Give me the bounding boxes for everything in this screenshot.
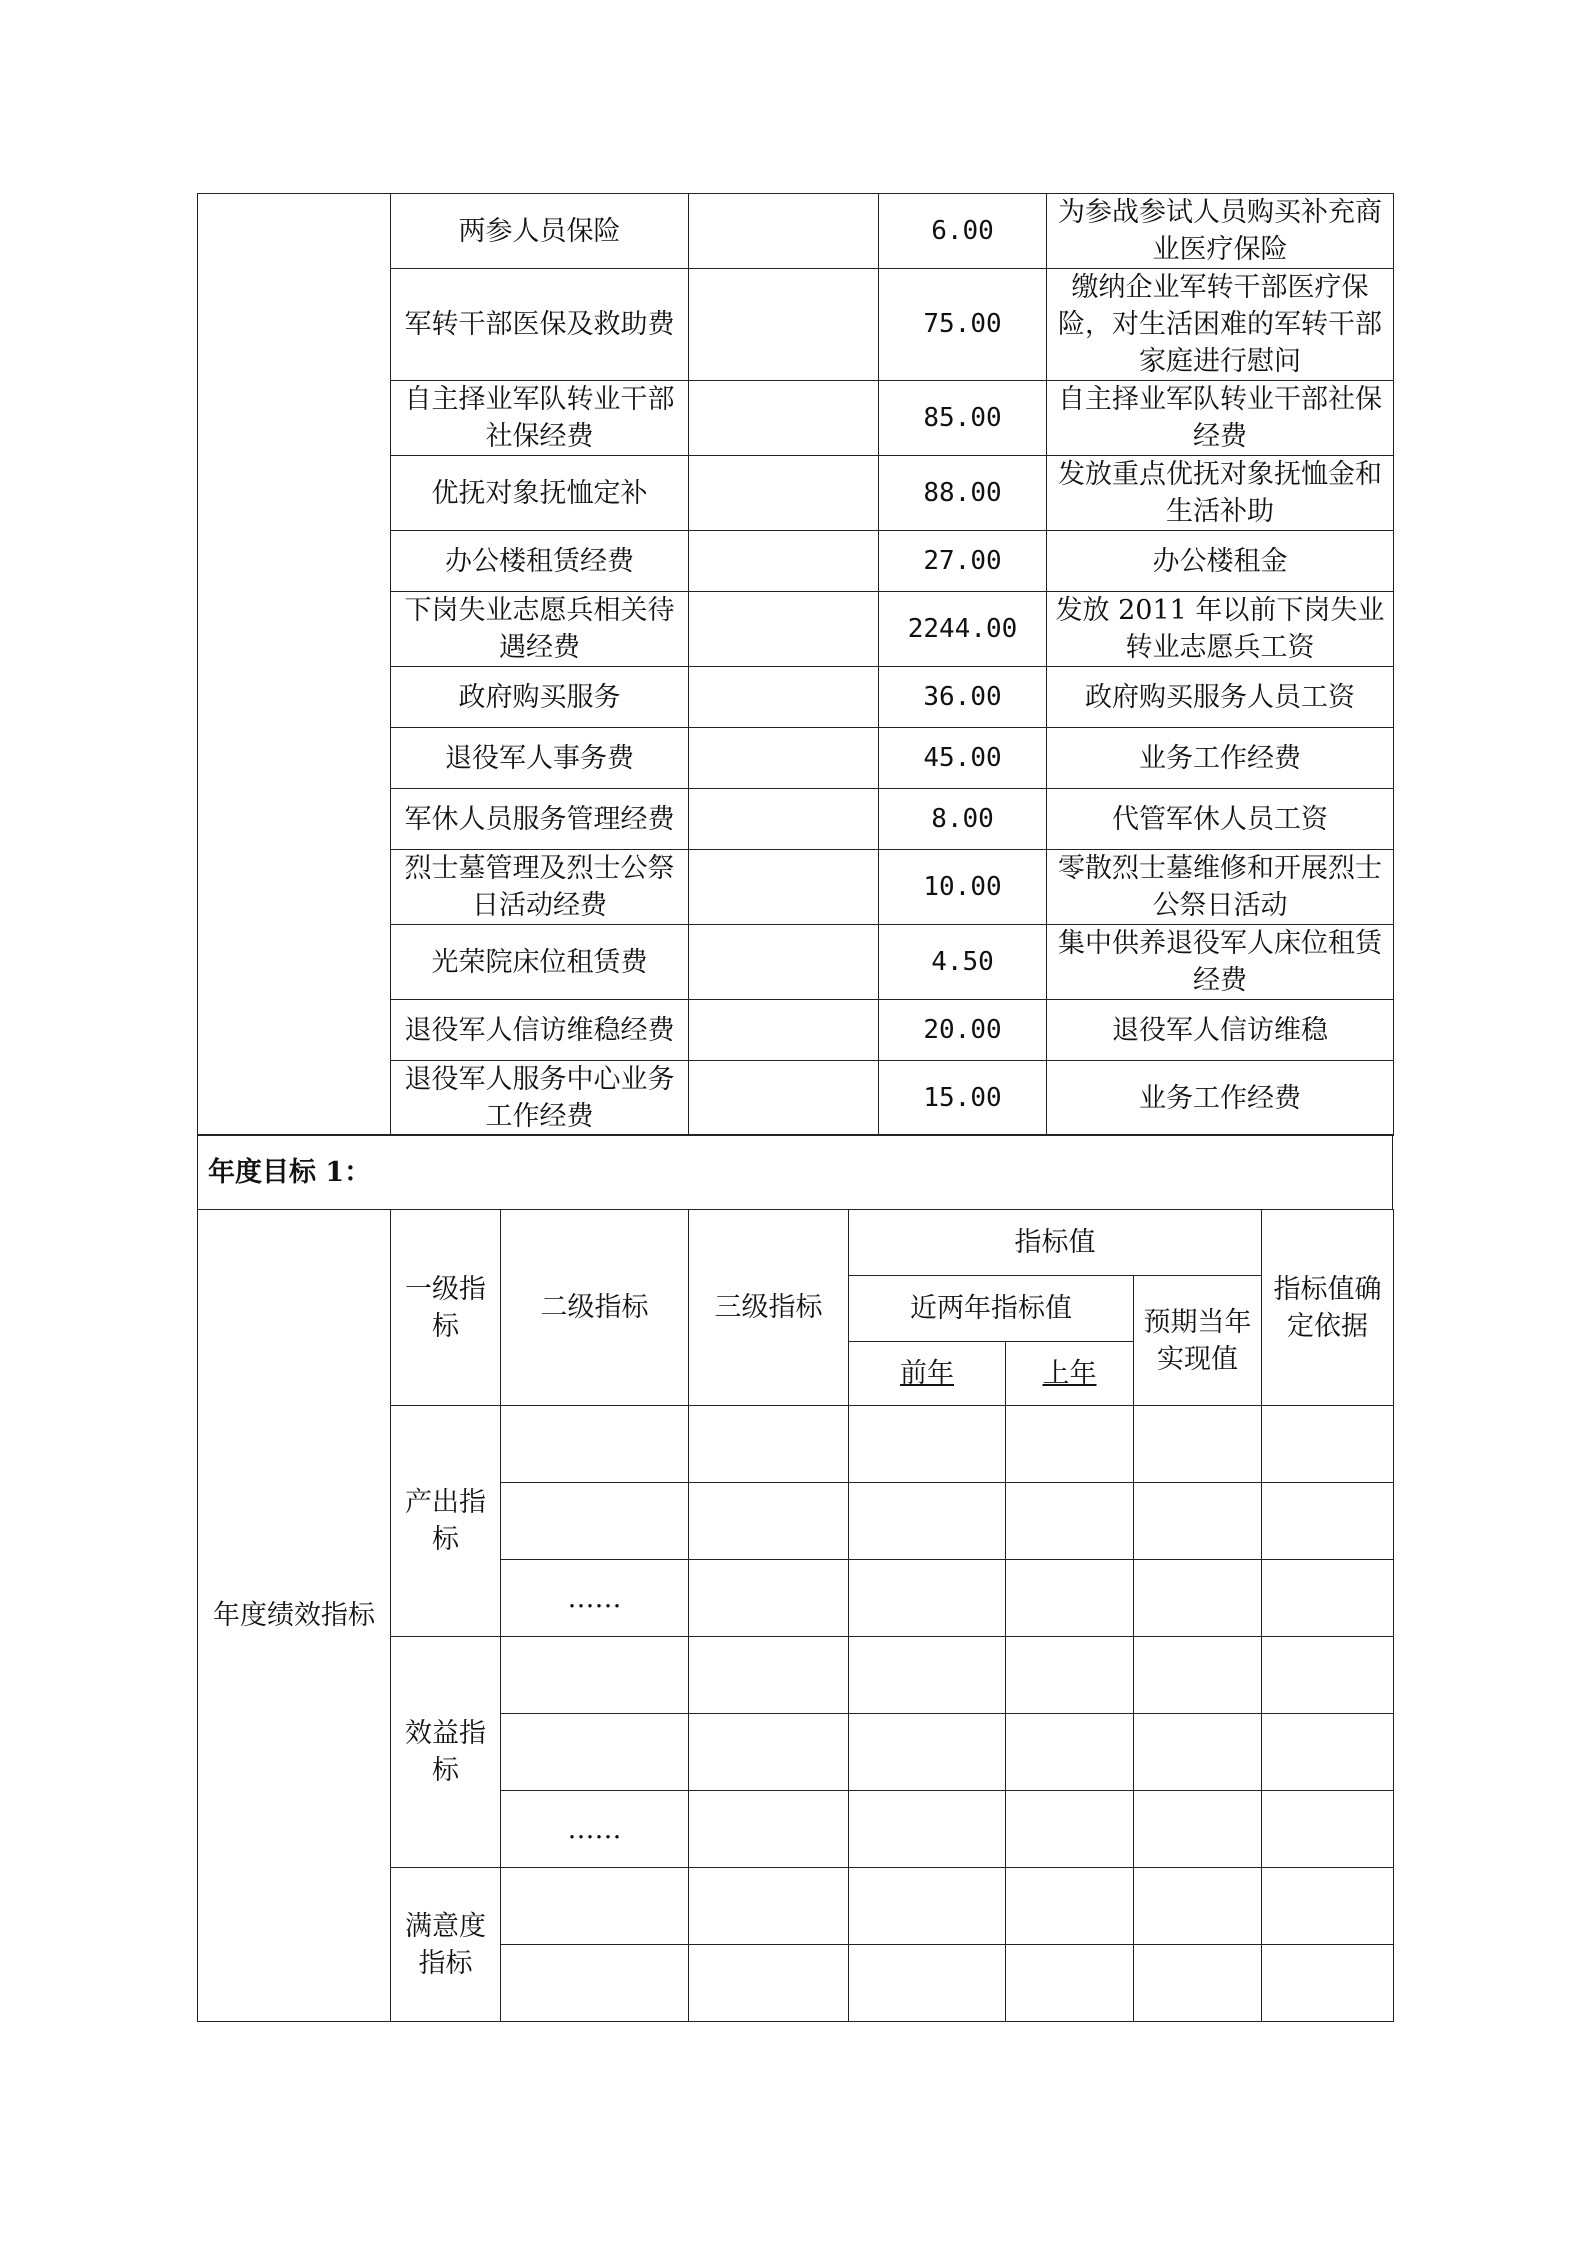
ellipsis-cell: …… [501, 1791, 689, 1868]
budget-item-purpose: 退役军人信访维稳 [1047, 1000, 1394, 1061]
cell [689, 1791, 849, 1868]
cell [1262, 1868, 1394, 1945]
budget-item-purpose: 发放 2011 年以前下岗失业转业志愿兵工资 [1047, 592, 1394, 667]
cell [1134, 1637, 1262, 1714]
cell [849, 1406, 1006, 1483]
cell [1262, 1714, 1394, 1791]
header-expected: 预期当年实现值 [1134, 1276, 1262, 1406]
cell [849, 1945, 1006, 2022]
budget-item-name: 退役军人服务中心业务工作经费 [391, 1061, 689, 1136]
group-output-indicator: 产出指标 [391, 1406, 501, 1637]
budget-item-purpose: 发放重点优抚对象抚恤金和生活补助 [1047, 456, 1394, 531]
budget-item-empty [689, 850, 879, 925]
cell [1006, 1714, 1134, 1791]
budget-item-amount: 36.00 [879, 667, 1047, 728]
budget-item-empty [689, 592, 879, 667]
budget-row [198, 194, 1394, 269]
budget-item-amount: 85.00 [879, 381, 1047, 456]
cell [1262, 1560, 1394, 1637]
budget-item-empty [689, 456, 879, 531]
cell [1006, 1637, 1134, 1714]
cell [1134, 1406, 1262, 1483]
budget-item-name: 烈士墓管理及烈士公祭日活动经费 [391, 850, 689, 925]
cell [1262, 1406, 1394, 1483]
budget-item-name: 办公楼租赁经费 [391, 531, 689, 592]
budget-item-name: 退役军人信访维稳经费 [391, 1000, 689, 1061]
budget-item-purpose: 零散烈士墓维修和开展烈士公祭日活动 [1047, 850, 1394, 925]
budget-item-empty [689, 728, 879, 789]
budget-item-amount: 75.00 [879, 269, 1047, 381]
header-recent-two-years: 近两年指标值 [849, 1276, 1134, 1342]
cell [501, 1945, 689, 2022]
budget-item-purpose: 缴纳企业军转干部医疗保险，对生活困难的军转干部家庭进行慰问 [1047, 269, 1394, 381]
budget-category-cell [198, 194, 391, 1136]
budget-item-empty [689, 194, 879, 269]
budget-item-name: 军休人员服务管理经费 [391, 789, 689, 850]
budget-item-amount: 6.00 [879, 194, 1047, 269]
ellipsis-cell: …… [501, 1560, 689, 1637]
budget-item-empty [689, 531, 879, 592]
budget-item-name: 光荣院床位租赁费 [391, 925, 689, 1000]
budget-item-name: 优抚对象抚恤定补 [391, 456, 689, 531]
cell [1262, 1637, 1394, 1714]
annual-goal-table [197, 1134, 1393, 1210]
budget-item-purpose: 集中供养退役军人床位租赁经费 [1047, 925, 1394, 1000]
budget-item-purpose: 自主择业军队转业干部社保经费 [1047, 381, 1394, 456]
cell [501, 1714, 689, 1791]
cell [689, 1560, 849, 1637]
budget-item-purpose: 为参战参试人员购买补充商业医疗保险 [1047, 194, 1394, 269]
cell [501, 1637, 689, 1714]
header-indicator-value: 指标值 [849, 1210, 1262, 1276]
budget-item-amount: 4.50 [879, 925, 1047, 1000]
cell [1134, 1483, 1262, 1560]
budget-item-empty [689, 269, 879, 381]
cell [1262, 1483, 1394, 1560]
cell [849, 1868, 1006, 1945]
cell [689, 1868, 849, 1945]
budget-item-amount: 8.00 [879, 789, 1047, 850]
budget-item-amount: 10.00 [879, 850, 1047, 925]
cell [1262, 1791, 1394, 1868]
budget-item-name: 自主择业军队转业干部社保经费 [391, 381, 689, 456]
cell [1134, 1945, 1262, 2022]
budget-item-amount: 2244.00 [879, 592, 1047, 667]
cell [501, 1868, 689, 1945]
annual-goal-label: 年度目标 1： [198, 1135, 1393, 1210]
budget-item-empty [689, 381, 879, 456]
cell [1134, 1791, 1262, 1868]
cell [849, 1483, 1006, 1560]
budget-item-empty [689, 925, 879, 1000]
header-last-year: 上年 [1006, 1342, 1134, 1406]
budget-item-empty [689, 667, 879, 728]
cell [1262, 1945, 1394, 2022]
cell [849, 1714, 1006, 1791]
budget-item-purpose: 业务工作经费 [1047, 1061, 1394, 1136]
cell [1006, 1406, 1134, 1483]
budget-item-purpose: 业务工作经费 [1047, 728, 1394, 789]
group-satisfaction-indicator: 满意度指标 [391, 1868, 501, 2022]
budget-item-name: 政府购买服务 [391, 667, 689, 728]
cell [1006, 1868, 1134, 1945]
cell [501, 1406, 689, 1483]
cell [1134, 1714, 1262, 1791]
header-basis: 指标值确定依据 [1262, 1210, 1394, 1406]
cell [1006, 1483, 1134, 1560]
cell [689, 1714, 849, 1791]
cell [689, 1945, 849, 2022]
budget-item-empty [689, 1061, 879, 1136]
cell [689, 1483, 849, 1560]
cell [849, 1560, 1006, 1637]
budget-item-purpose: 政府购买服务人员工资 [1047, 667, 1394, 728]
cell [1134, 1560, 1262, 1637]
cell [501, 1483, 689, 1560]
budget-item-amount: 45.00 [879, 728, 1047, 789]
header-level3: 三级指标 [689, 1210, 849, 1406]
annual-performance-indicator-label: 年度绩效指标 [198, 1210, 391, 2022]
cell [849, 1791, 1006, 1868]
budget-item-name: 两参人员保险 [391, 194, 689, 269]
budget-item-name: 军转干部医保及救助费 [391, 269, 689, 381]
group-benefit-indicator: 效益指标 [391, 1637, 501, 1868]
cell [1006, 1945, 1134, 2022]
header-level1: 一级指标 [391, 1210, 501, 1406]
budget-item-name: 下岗失业志愿兵相关待遇经费 [391, 592, 689, 667]
cell [1134, 1868, 1262, 1945]
cell [1006, 1560, 1134, 1637]
budget-table [197, 193, 1394, 1136]
cell [849, 1637, 1006, 1714]
cell [1006, 1791, 1134, 1868]
header-year-before-last: 前年 [849, 1342, 1006, 1406]
budget-item-amount: 20.00 [879, 1000, 1047, 1061]
cell [689, 1406, 849, 1483]
header-level2: 二级指标 [501, 1210, 689, 1406]
budget-item-amount: 27.00 [879, 531, 1047, 592]
budget-item-purpose: 代管军休人员工资 [1047, 789, 1394, 850]
budget-item-amount: 15.00 [879, 1061, 1047, 1136]
performance-indicator-table [197, 1209, 1394, 2022]
budget-item-amount: 88.00 [879, 456, 1047, 531]
budget-item-empty [689, 789, 879, 850]
budget-item-empty [689, 1000, 879, 1061]
budget-item-name: 退役军人事务费 [391, 728, 689, 789]
cell [689, 1637, 849, 1714]
budget-item-purpose: 办公楼租金 [1047, 531, 1394, 592]
